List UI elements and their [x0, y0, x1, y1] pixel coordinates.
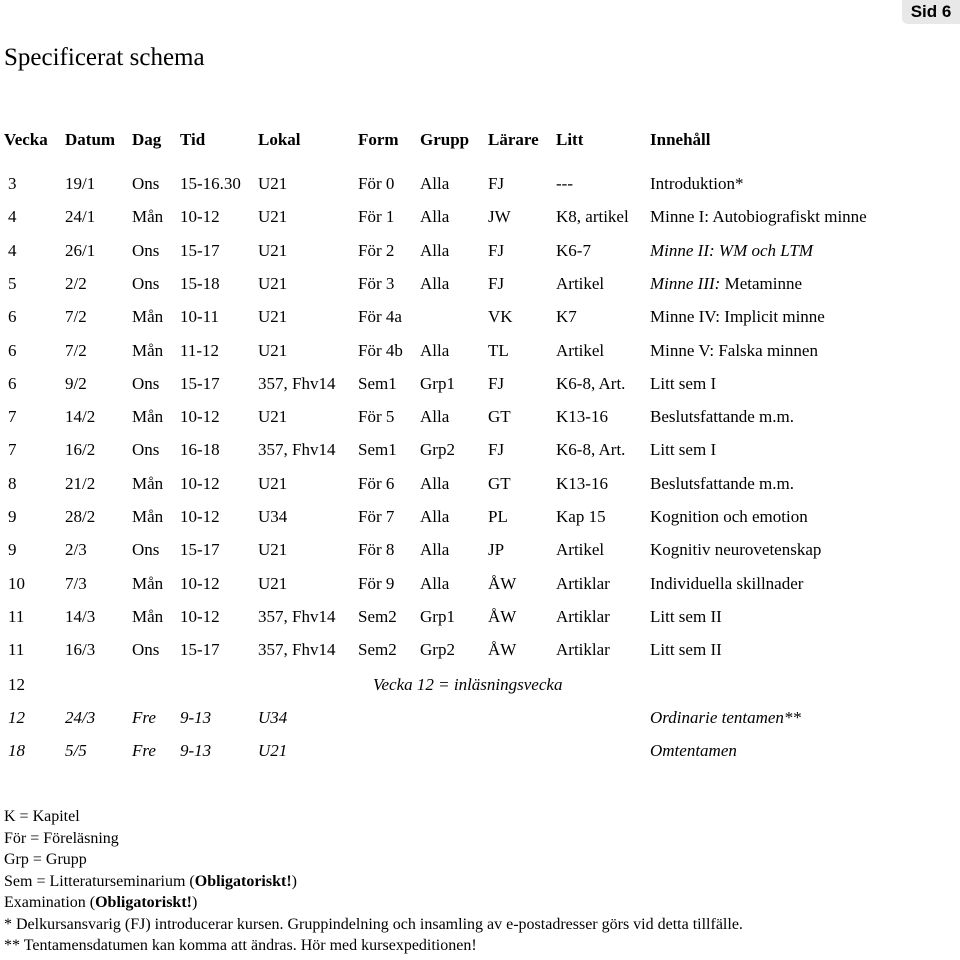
header-datum: Datum [65, 130, 116, 149]
cell-form: För 6 [358, 473, 395, 493]
cell-lokal: 357, Fhv14 [258, 606, 336, 626]
cell-dag: Ons [132, 640, 160, 660]
table-row [0, 341, 960, 365]
cell-vecka: 7 [8, 407, 17, 427]
cell-dag: Mån [132, 407, 164, 427]
cell-grupp: Grp2 [420, 440, 455, 460]
cell-datum: 7/2 [65, 340, 87, 360]
reading-week-note: Vecka 12 = inläsningsvecka [373, 675, 563, 694]
cell-tid: 15-18 [180, 273, 220, 293]
cell-innehall: Litt sem I [650, 373, 717, 393]
cell-vecka: 11 [8, 640, 25, 660]
header-grupp: Grupp [420, 130, 470, 149]
cell-vecka: 6 [8, 307, 17, 327]
cell-lokal: U34 [258, 507, 288, 526]
cell-larare: PL [488, 507, 508, 526]
cell-litt: Artikel [556, 273, 605, 293]
legend-line: K = Kapitel [4, 808, 80, 825]
cell-form: Sem1 [358, 373, 397, 393]
table-row [0, 307, 960, 331]
exam-row [0, 708, 960, 732]
cell-lokal: U34 [258, 708, 288, 727]
cell-dag: Ons [132, 240, 160, 260]
header-dag: Dag [132, 130, 162, 149]
cell-innehall: Litt sem II [650, 606, 722, 626]
cell-vecka: 4 [8, 207, 17, 227]
cell-dag: Mån [132, 307, 164, 327]
cell-dag: Mån [132, 507, 164, 526]
cell-larare: ÅW [488, 640, 517, 660]
cell-form: För 1 [358, 207, 395, 227]
cell-lokal: 357, Fhv14 [258, 440, 336, 460]
cell-grupp: Alla [420, 174, 450, 193]
cell-vecka: 18 [8, 741, 25, 760]
cell-tid: 15-17 [180, 640, 220, 660]
cell-grupp: Alla [420, 273, 450, 293]
cell-innehall: Minne III: Metaminne [650, 273, 802, 293]
cell-form: För 9 [358, 573, 395, 593]
cell-form: För 8 [358, 540, 395, 560]
cell-innehall: Minne IV: Implicit minne [650, 307, 825, 327]
cell-grupp: Alla [420, 407, 450, 427]
cell-datum: 2/2 [65, 273, 87, 293]
table-row [0, 574, 960, 598]
cell-litt: Artiklar [556, 573, 610, 593]
cell-larare: GT [488, 407, 511, 427]
cell-tid: 9-13 [180, 741, 212, 760]
cell-litt: Artiklar [556, 640, 610, 660]
cell-larare: GT [488, 473, 511, 493]
cell-larare: FJ [488, 273, 505, 293]
cell-lokal: U21 [258, 273, 288, 293]
cell-litt: --- [556, 174, 573, 193]
table-row [0, 540, 960, 564]
legend-line: Examination (Obligatoriskt!) [4, 894, 198, 911]
cell-form: Sem1 [358, 440, 397, 460]
cell-tid: 16-18 [180, 440, 220, 460]
cell-litt: K13-16 [556, 407, 608, 427]
cell-tid: 15-17 [180, 373, 220, 393]
cell-litt: K8, artikel [556, 207, 629, 227]
cell-vecka: 12 [8, 675, 25, 694]
cell-dag: Mån [132, 573, 164, 593]
cell-form: För 5 [358, 407, 395, 427]
cell-litt: K6-8, Art. [556, 440, 626, 460]
cell-dag: Fre [132, 708, 156, 727]
legend-line: ** Tentamensdatumen kan komma att ändras. Hör med kursexpeditionen! [4, 937, 477, 954]
cell-tid: 10-12 [180, 207, 220, 227]
cell-dag: Mån [132, 473, 164, 493]
cell-tid: 10-12 [180, 407, 220, 427]
cell-dag: Ons [132, 174, 160, 193]
table-row [0, 607, 960, 631]
cell-tid: 10-12 [180, 507, 220, 526]
cell-tid: 15-17 [180, 240, 220, 260]
cell-lokal: U21 [258, 240, 288, 260]
cell-vecka: 11 [8, 606, 25, 626]
cell-datum: 2/3 [65, 540, 87, 560]
cell-dag: Ons [132, 273, 160, 293]
cell-tid: 10-12 [180, 473, 220, 493]
cell-datum: 21/2 [65, 473, 96, 493]
cell-form: För 3 [358, 273, 395, 293]
cell-dag: Ons [132, 540, 160, 560]
cell-dag: Mån [132, 207, 164, 227]
cell-grupp: Alla [420, 340, 450, 360]
cell-tid: 15-16.30 [180, 174, 241, 193]
cell-vecka: 5 [8, 273, 17, 293]
cell-lokal: U21 [258, 207, 288, 227]
cell-dag: Ons [132, 440, 160, 460]
cell-tid: 15-17 [180, 540, 220, 560]
cell-innehall: Omtentamen [650, 741, 737, 760]
cell-larare: TL [488, 340, 509, 360]
table-row [0, 207, 960, 231]
table-row [0, 640, 960, 664]
table-row [0, 274, 960, 298]
header-form: Form [358, 130, 399, 149]
cell-datum: 16/3 [65, 640, 96, 660]
header-larare: Lärare [488, 130, 539, 149]
cell-innehall: Beslutsfattande m.m. [650, 473, 795, 493]
cell-vecka: 7 [8, 440, 17, 460]
cell-litt: Artiklar [556, 606, 610, 626]
cell-grupp: Alla [420, 507, 450, 526]
cell-larare: JP [488, 540, 505, 560]
cell-innehall: Introduktion* [650, 174, 744, 193]
cell-form: För 7 [358, 507, 395, 526]
cell-datum: 24/1 [65, 207, 96, 227]
cell-larare: VK [488, 307, 513, 327]
legend-line: * Delkursansvarig (FJ) introducerar kursen. Gruppindelning och insamling av e-postadresser görs vid detta tillfälle. [4, 915, 743, 933]
legend-line: För = Föreläsning [4, 829, 119, 847]
cell-datum: 14/3 [65, 606, 96, 626]
cell-datum: 24/3 [65, 708, 96, 727]
cell-form: Sem2 [358, 606, 397, 626]
cell-innehall: Beslutsfattande m.m. [650, 407, 795, 427]
cell-datum: 7/3 [65, 573, 87, 593]
header-innehall: Innehåll [650, 130, 711, 149]
cell-vecka: 6 [8, 340, 17, 360]
cell-litt: K6-8, Art. [556, 373, 626, 393]
table-header-row [0, 130, 960, 154]
cell-form: För 4b [358, 340, 403, 360]
cell-lokal: U21 [258, 340, 288, 360]
cell-larare: FJ [488, 174, 505, 193]
cell-innehall: Kognitiv neurovetenskap [650, 540, 822, 560]
cell-innehall: Minne V: Falska minnen [650, 340, 818, 360]
page-title: Specificerat schema [4, 44, 205, 71]
cell-lokal: U21 [258, 573, 288, 593]
cell-lokal: U21 [258, 307, 288, 327]
cell-innehall: Ordinarie tentamen** [650, 708, 801, 727]
cell-datum: 28/2 [65, 507, 96, 526]
table-row [0, 174, 960, 198]
cell-innehall: Individuella skillnader [650, 573, 804, 593]
cell-litt: Artikel [556, 540, 605, 560]
cell-larare: FJ [488, 440, 505, 460]
cell-form: För 2 [358, 240, 395, 260]
cell-lokal: U21 [258, 540, 288, 560]
legend-line: Grp = Grupp [4, 851, 87, 868]
cell-grupp: Alla [420, 573, 450, 593]
header-lokal: Lokal [258, 130, 301, 149]
cell-litt: K6-7 [556, 240, 591, 260]
cell-tid: 10-11 [180, 307, 220, 327]
cell-grupp: Grp1 [420, 373, 455, 393]
header-tid: Tid [180, 130, 206, 149]
cell-innehall: Minne I: Autobiografiskt minne [650, 207, 867, 227]
cell-larare: FJ [488, 240, 505, 260]
cell-grupp: Alla [420, 473, 450, 493]
header-litt: Litt [556, 130, 584, 149]
cell-lokal: U21 [258, 473, 288, 493]
cell-tid: 10-12 [180, 606, 220, 626]
legend [4, 806, 743, 957]
cell-datum: 26/1 [65, 240, 96, 260]
cell-vecka: 6 [8, 373, 17, 393]
cell-innehall: Litt sem I [650, 440, 717, 460]
cell-grupp: Grp2 [420, 640, 455, 660]
cell-tid: 9-13 [180, 708, 212, 727]
cell-dag: Mån [132, 606, 164, 626]
cell-grupp: Alla [420, 540, 450, 560]
table-row [0, 241, 960, 265]
cell-innehall: Kognition och emotion [650, 507, 808, 526]
cell-vecka: 8 [8, 473, 17, 493]
cell-vecka: 12 [8, 708, 25, 727]
cell-lokal: 357, Fhv14 [258, 373, 336, 393]
cell-litt: K7 [556, 307, 577, 327]
cell-innehall: Minne II: WM och LTM [650, 240, 814, 260]
cell-vecka: 3 [8, 174, 17, 193]
cell-vecka: 9 [8, 540, 17, 560]
table-row [0, 507, 960, 531]
cell-larare: FJ [488, 373, 505, 393]
page-number-tab: Sid 6 [902, 0, 960, 24]
cell-tid: 10-12 [180, 573, 220, 593]
cell-datum: 19/1 [65, 174, 96, 193]
table-row [0, 374, 960, 398]
cell-larare: JW [488, 207, 511, 227]
cell-form: För 0 [358, 174, 395, 193]
cell-datum: 5/5 [65, 741, 87, 760]
table-row [0, 407, 960, 431]
cell-larare: ÅW [488, 573, 517, 593]
cell-vecka: 10 [8, 573, 25, 593]
table-row [0, 474, 960, 498]
cell-litt: Artikel [556, 340, 605, 360]
cell-tid: 11-12 [180, 340, 220, 360]
reading-week-row [0, 675, 960, 699]
cell-vecka: 4 [8, 240, 17, 260]
cell-grupp: Grp1 [420, 606, 455, 626]
cell-datum: 9/2 [65, 373, 87, 393]
cell-lokal: U21 [258, 174, 288, 193]
cell-form: För 4a [358, 307, 402, 327]
cell-litt: Kap 15 [556, 507, 606, 526]
cell-dag: Ons [132, 373, 160, 393]
cell-vecka: 9 [8, 507, 17, 526]
cell-lokal: 357, Fhv14 [258, 640, 336, 660]
cell-datum: 14/2 [65, 407, 96, 427]
cell-grupp: Alla [420, 207, 450, 227]
cell-innehall: Litt sem II [650, 640, 722, 660]
cell-lokal: U21 [258, 407, 288, 427]
cell-grupp: Alla [420, 240, 450, 260]
table-row [0, 440, 960, 464]
cell-form: Sem2 [358, 640, 397, 660]
header-vecka: Vecka [4, 130, 48, 149]
cell-larare: ÅW [488, 606, 517, 626]
cell-dag: Mån [132, 340, 164, 360]
cell-lokal: U21 [258, 741, 288, 760]
cell-datum: 7/2 [65, 307, 87, 327]
cell-litt: K13-16 [556, 473, 608, 493]
legend-line: Sem = Litteraturseminarium (Obligatoriskt!) [4, 872, 297, 890]
cell-datum: 16/2 [65, 440, 96, 460]
cell-dag: Fre [132, 741, 156, 760]
exam-row [0, 741, 960, 765]
